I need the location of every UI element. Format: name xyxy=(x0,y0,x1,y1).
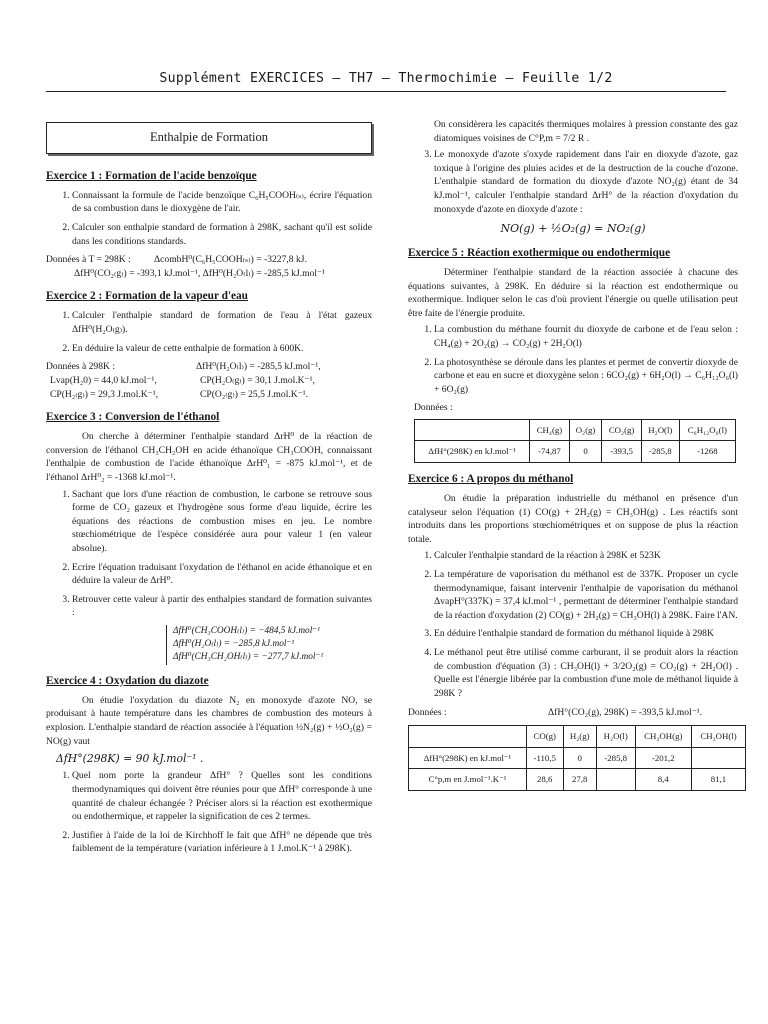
right-column xyxy=(408,118,738,799)
ex6-data-extra: ΔfH°(CO₂(g), 298K) = -393,5 kJ.mol⁻¹. xyxy=(548,706,703,718)
ex2-data-2b: CP(H₂O₍g₎) = 30,1 J.mol.K⁻¹, xyxy=(200,374,315,386)
table-row xyxy=(409,769,746,790)
table-cell: H₂(g) xyxy=(563,726,596,747)
table-cell: 28,6 xyxy=(526,769,563,790)
ex4-item-2: 2. Justifier à l'aide de la loi de Kirchhoff le fait que ΔfH° ne dépende que très faiblement de la température (variation inférieure à 1 J.mol.K⁻¹ à 298K). xyxy=(72,829,372,856)
ex4-list xyxy=(46,769,372,856)
ex6-data xyxy=(408,706,738,720)
ex6-table-header xyxy=(409,726,746,747)
ex3-eq-3: ΔfH⁰(CH₃CH₂OH₍l₎) = −277,7 kJ.mol⁻¹ xyxy=(173,652,324,663)
ex2-title: Exercice 2 : Formation de la vapeur d'eau xyxy=(46,290,248,303)
section-box-title: Enthalpie de Formation xyxy=(46,122,372,154)
table-cell: CH₄(g) xyxy=(530,420,570,441)
page-title: Supplément EXERCICES – TH7 – Thermochimie – Feuille 1/2 xyxy=(159,71,613,86)
table-cell: CH₃OH(l) xyxy=(691,726,745,747)
ex1-data xyxy=(46,253,372,280)
ex2-item-2: 2. En déduire la valeur de cette enthalpie de formation à 600K. xyxy=(72,342,372,356)
table-cell xyxy=(415,420,530,441)
ex6-item-2: 2. La température de vaporisation du méthanol est de 337K. Proposer un cycle thermodynamique, faisant intervenir l'enthalpie de vaporisation du méthanol ΔvapH°(337K) = 37,4 kJ.mol⁻¹ , permettant de déterminer l'enthalpie standard de la réaction d'oxydation (2) CO(g) + 2H₂(g) = CH₃OH(l) à 298K. Faire l'AN. xyxy=(434,568,738,622)
ex3-item-3: 3. Retrouver cette valeur à partir des enthalpies standard de formation suivantes : xyxy=(72,593,372,620)
ex6-item-3: 3. En déduire l'enthalpie standard de formation du méthanol liquide à 298K xyxy=(434,627,738,641)
ex4-continuation: On considèrera les capacités thermiques molaires à pression constante des gaz diatomiques voisines de C°P,m = 7/2 R . xyxy=(434,119,738,144)
table-row xyxy=(409,747,746,768)
ex5-data-label: Données : xyxy=(414,402,453,414)
ex3-list xyxy=(46,488,372,620)
ex3-item-1: 1. Sachant que lors d'une réaction de combustion, le carbone se retrouve sous forme de CO₂ gazeux et l'hydrogène sous forme d'eau liquide, écrire les équations des réactions de combustion mises en jeu. Le nombre stœchiométrique de l'espèce considérée aura pour valeur 1 (en valeur absolue). xyxy=(72,488,372,556)
ex6-item-1: 1. Calculer l'enthalpie standard de la réaction à 298K et 523K xyxy=(434,549,738,563)
table-cell: -74,87 xyxy=(530,441,570,462)
ex6-table xyxy=(408,725,746,790)
table-cell: -393,5 xyxy=(602,441,642,462)
ex2-item-1: 1. Calculer l'enthalpie standard de formation de l'eau à l'état gazeux ΔfH⁰(H₂O₍g₎). xyxy=(72,309,372,336)
ex1-data-combustion: ΔcombH⁰(C₆H₅COOH₍ₛ₎) = -3227,8 kJ. xyxy=(154,254,307,266)
table-cell: 0 xyxy=(563,747,596,768)
ex4-item-3: 3. Le monoxyde d'azote s'oxyde rapidement dans l'air en dioxyde d'azote, gaz toxique à l'origine des pluies acides et de la destruction de la couche d'ozone. L'enthalpie standard de formation du dioxyde d'azote NO₂(g) étant de 34 kJ.mol⁻¹, calculer l'enthalpie standard ΔrH° de la réaction d'oxydation du monoxyde d'azote en dioxyde d'azote : xyxy=(434,148,738,216)
table-cell: -285,8 xyxy=(596,747,635,768)
ex6-list xyxy=(408,549,738,700)
table-row-label: ΔfH°(298K) en kJ.mol⁻¹ xyxy=(409,747,527,768)
table-cell: H₂O(l) xyxy=(596,726,635,747)
table-cell: 8,4 xyxy=(635,769,691,790)
ex2-data-label: Données à 298K : xyxy=(46,361,116,373)
ex4-item-1: 1. Quel nom porte la grandeur ΔfH° ? Quelles sont les conditions thermodynamiques qui doivent être réunies pour que ΔfH° corresponde à une quantité de chaleur échangée ? Préciser alors si la réaction est exothermique ou endothermique, et rappeler la signification de ces 2 termes. xyxy=(72,769,372,823)
page-header xyxy=(46,70,726,92)
ex2-data-3b: CP(O₂₍g₎) = 25,5 J.mol.K⁻¹. xyxy=(200,388,309,400)
table-cell xyxy=(691,747,745,768)
table-cell xyxy=(409,726,527,747)
ex5-title: Exercice 5 : Réaction exothermique ou endothermique xyxy=(408,246,671,259)
ex1-item-1: 1. Connaissant la formule de l'acide benzoïque C₆H₅COOH₍ₛ₎, écrire l'équation de sa combustion dans le dioxygène de l'air. xyxy=(72,189,372,216)
table-cell: CO(g) xyxy=(526,726,563,747)
table-cell xyxy=(596,769,635,790)
table-row-label: C°p,m en J.mol⁻¹.K⁻¹ xyxy=(409,769,527,790)
ex2-list xyxy=(46,309,372,355)
ex4-list-cont xyxy=(408,148,738,216)
ex2-data xyxy=(46,360,372,401)
table-cell: O₂(g) xyxy=(569,420,602,441)
ex1-data-formation: ΔfH⁰(CO₂₍g₎) = -393,1 kJ.mol⁻¹, ΔfH⁰(H₂O₍l₎) = -285,5 kJ.mol⁻¹ xyxy=(74,267,325,279)
table-row xyxy=(415,441,736,462)
ex1-item-2: 2. Calculer son enthalpie standard de formation à 298K, sachant qu'il est solide dans les conditions standards. xyxy=(72,221,372,248)
ex5-item-2: 2. La photosynthèse se déroule dans les plantes et permet de convertir dioxyde de carbone et eau en sucre et dioxygène selon : 6CO₂(g) + 6H₂O(l) → C₆H₁₂O₆(l) + 6O₂(g) xyxy=(434,356,738,397)
ex2-data-3a: CP(H₂₍g₎) = 29,3 J.mol.K⁻¹, xyxy=(50,388,159,400)
table-cell: H₂O(l) xyxy=(641,420,679,441)
ex2-data-1b: ΔfH⁰(H₂O₍l₎) = -285,5 kJ.mol⁻¹, xyxy=(196,361,321,373)
ex4-title: Exercice 4 : Oxydation du diazote xyxy=(46,674,209,687)
table-cell: CO₂(g) xyxy=(602,420,642,441)
ex3-item-2: 2. Ecrire l'équation traduisant l'oxydation de l'éthanol en acide éthanoïque et en déduire la valeur de ΔrH⁰. xyxy=(72,561,372,588)
ex3-eq-2: ΔfH⁰(H₂O₍l₎) = −285,8 kJ.mol⁻¹ xyxy=(173,639,295,650)
ex5-intro: Déterminer l'enthalpie standard de la réaction associée à chacune des équations suivantes, à 298K. En déduire si la réaction est endothermique ou exothermique. Indiquer selon le cas d'où provient l'énergie ou quelle utilisation peut être faite de l'énergie produite. xyxy=(408,266,738,319)
ex6-intro: On étudie la préparation industrielle du méthanol en présence d'un catalyseur selon l'équation (1) CO(g) + 2H₂(g) = CH₃OH(g) . Les réactifs sont introduits dans les proportions stœchiométriques et on suppose de plus la réaction totale. xyxy=(408,493,738,545)
table-cell: C₆H₁₂O₆(l) xyxy=(679,420,735,441)
table-row-label: ΔfH°(298K) en kJ.mol⁻¹ xyxy=(415,441,530,462)
ex4-equation: NO(g) + ½O₂(g) = NO₂(g) xyxy=(500,222,646,236)
table-cell: 81,1 xyxy=(691,769,745,790)
ex1-list xyxy=(46,189,372,248)
table-cell: 0 xyxy=(569,441,602,462)
table-cell: -285,8 xyxy=(641,441,679,462)
table-cell: 27,8 xyxy=(563,769,596,790)
ex4-intro: On étudie l'oxydation du diazote N₂ en monoxyde d'azote NO, se produisant à haute température dans les chambres de combustion des moteurs à explosion. L'enthalpie standard de réaction associée à l'équation ½N₂(g) + ½O₂(g) = NO(g) vaut xyxy=(46,694,372,747)
ex1-title: Exercice 1 : Formation de l'acide benzoïque xyxy=(46,169,257,182)
ex5-item-1: 1. La combustion du méthane fournit du dioxyde de carbone et de l'eau selon : CH₄(g) + 2O₂(g) → CO₂(g) + 2H₂O(l) xyxy=(434,323,738,350)
ex6-data-label: Données : xyxy=(408,706,447,718)
ex4-value: ΔfH°(298K) = 90 kJ.mol⁻¹ . xyxy=(56,752,204,766)
ex5-table xyxy=(414,419,736,463)
table-cell: -1268 xyxy=(679,441,735,462)
ex3-equations xyxy=(166,625,372,665)
ex1-data-label: Données à T = 298K : xyxy=(46,254,131,266)
ex3-title: Exercice 3 : Conversion de l'éthanol xyxy=(46,411,220,424)
table-cell: -110,5 xyxy=(526,747,563,768)
ex2-data-2a: Lvap(H₂0) = 44,0 kJ.mol⁻¹, xyxy=(50,374,157,386)
ex6-item-4: 4. Le méthanol peut être utilisé comme carburant, il se produit alors la réaction de combustion d'équation (3) : CH₃OH(l) + 3/2O₂(g) = CO₂(g) + 2H₂O(l) . Quelle est l'énergie libérée par la combustion d'une mole de méthanol liquide à 298K ? xyxy=(434,646,738,700)
table-cell: -201,2 xyxy=(635,747,691,768)
ex6-title: Exercice 6 : A propos du méthanol xyxy=(408,472,574,485)
ex5-table-header xyxy=(415,420,736,441)
left-column xyxy=(46,118,372,861)
ex5-list xyxy=(408,323,738,396)
ex3-eq-1: ΔfH⁰(CH₃COOH₍l₎) = −484,5 kJ.mol⁻¹ xyxy=(173,626,320,637)
ex3-intro: On cherche à déterminer l'enthalpie standard ΔrH⁰ de la réaction de conversion de l'éthanol CH₃CH₂OH en acide éthanoïque CH₃COOH, connaissant l'enthalpie de combustion de l'acide éthanoïque ΔrH⁰₁ = -875 kJ.mol⁻¹, et de l'éthanol ΔrH⁰₂ = -1368 kJ.mol⁻¹. xyxy=(46,431,372,483)
table-cell: CH₃OH(g) xyxy=(635,726,691,747)
